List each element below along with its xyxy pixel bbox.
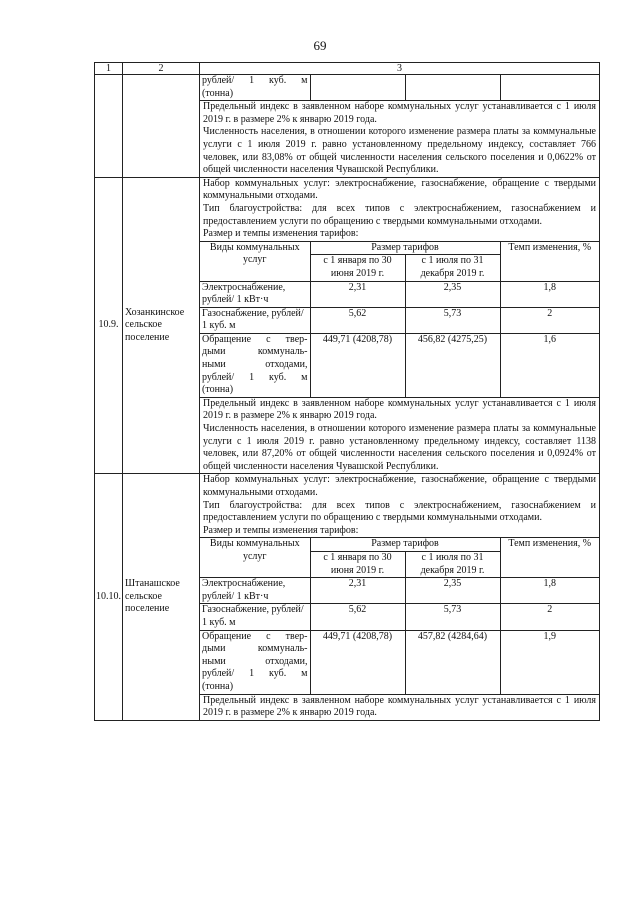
- improvement-text: Тип благоустройства: для всех типов с электроснабжением, газоснабжением и предоставлением услуги по обращению с твердыми коммунальными отходами.: [203, 202, 596, 227]
- service-waste: Обращение с твер- дыми коммуналь- ными отходами, рублей/ 1 куб. м (тонна): [200, 333, 310, 397]
- value-rate: 1,9: [500, 630, 599, 694]
- th-size: Размер тарифов: [310, 538, 500, 552]
- row-content: [200, 75, 600, 178]
- section-content: [200, 474, 600, 720]
- services-set-text: Набор коммунальных услуг: электроснабжение, газоснабжение, обращение с твердыми коммунальными отходами.: [203, 474, 596, 498]
- value-rate: 1,8: [500, 281, 599, 307]
- value-rate: 2: [500, 307, 599, 333]
- value-p2: 5,73: [405, 604, 500, 630]
- header-col-1: 1: [95, 63, 123, 75]
- value-p2: 2,35: [405, 578, 500, 604]
- header-col-2: 2: [123, 63, 200, 75]
- th-period-2: с 1 июля по 31 декабря 2019 г.: [405, 255, 500, 281]
- tariff-row-gas: [200, 307, 599, 333]
- value-p1: 5,62: [310, 604, 405, 630]
- section-content: [200, 177, 600, 474]
- header-row: [95, 63, 600, 75]
- section-name: Штанашское сельское поселение: [123, 474, 200, 720]
- services-set-text: Набор коммунальных услуг: электроснабжение, газоснабжение, обращение с твердыми коммунальными отходами.: [203, 177, 596, 202]
- header-col-3: 3: [200, 63, 600, 75]
- section-row-10-10: [95, 474, 600, 720]
- value-p1: 449,71 (4208,78): [310, 630, 405, 694]
- value-p1: 2,31: [310, 578, 405, 604]
- section-number: 10.9.: [95, 177, 123, 474]
- cont-unit-line1: рублей/ 1 куб. м: [202, 75, 308, 86]
- tariff-table: [200, 537, 599, 694]
- cont-unit-cell: [200, 75, 310, 101]
- service-gas: Газоснабжение, рублей/ 1 куб. м: [200, 604, 310, 630]
- tariff-row-electric: [200, 578, 599, 604]
- tariff-row-gas: [200, 604, 599, 630]
- value-p1: 2,31: [310, 281, 405, 307]
- row-number: [95, 75, 123, 178]
- value-p2: 457,82 (4284,64): [405, 630, 500, 694]
- value-p2: 456,82 (4275,25): [405, 333, 500, 397]
- cont-tariff-table: [200, 75, 599, 101]
- th-kind: Виды коммунальных услуг: [200, 538, 310, 578]
- index-text: Предельный индекс в заявленном наборе коммунальных услуг устанавливается с 1 июля 2019 г. в размере 2% к январю 2019 года.: [203, 397, 596, 422]
- th-period-1: с 1 января по 30 июня 2019 г.: [310, 255, 405, 281]
- tariff-row-waste: [200, 333, 599, 397]
- index-text: Предельный индекс в заявленном наборе коммунальных услуг устанавливается с 1 июля 2019 г. в размере 2% к январю 2019 года.: [203, 694, 596, 719]
- th-period-2: с 1 июля по 31 декабря 2019 г.: [405, 551, 500, 577]
- value-p2: 2,35: [405, 281, 500, 307]
- improvement-text: Тип благоустройства: для всех типов с электроснабжением, газоснабжением и предоставлением услуги по обращению с твердыми коммунальными отходами.: [203, 499, 596, 524]
- population-text: Численность населения, в отношении которого изменение размера платы за коммунальные услуги с 1 июля 2019 г. равно установленному предельному индексу, составляет 1138 человек, или 87,20% от общей численности населения сельского поселения и 0,0924% от общей численности населения Чувашской Республики.: [203, 423, 596, 472]
- th-kind: Виды коммунальных услуг: [200, 241, 310, 281]
- section-name: Хозанкинское сельское поселение: [123, 177, 200, 474]
- service-waste: Обращение с твер- дыми коммуналь- ными отходами, рублей/ 1 куб. м (тонна): [200, 630, 310, 694]
- service-gas: Газоснабжение, рублей/ 1 куб. м: [200, 307, 310, 333]
- th-rate: Темп изменения, %: [500, 241, 599, 281]
- row-name: [123, 75, 200, 178]
- value-p1: 449,71 (4208,78): [310, 333, 405, 397]
- tariffs-title: Размер и темпы изменения тарифов:: [203, 524, 359, 536]
- service-electric: Электроснабжение, рублей/ 1 кВт·ч: [200, 578, 310, 604]
- cont-unit-line2: (тонна): [202, 87, 234, 99]
- tariff-table: [200, 241, 599, 398]
- value-rate: 2: [500, 604, 599, 630]
- service-electric: Электроснабжение, рублей/ 1 кВт·ч: [200, 281, 310, 307]
- section-row-10-9: [95, 177, 600, 474]
- th-size: Размер тарифов: [310, 241, 500, 255]
- section-number: 10.10.: [95, 474, 123, 720]
- cont-index-text: Предельный индекс в заявленном наборе коммунальных услуг устанавливается с 1 июля 2019 г. в размере 2% к январю 2019 года.: [203, 101, 596, 125]
- value-rate: 1,6: [500, 333, 599, 397]
- continuation-row: [95, 75, 600, 178]
- main-table: [94, 62, 600, 721]
- tariffs-title: Размер и темпы изменения тарифов:: [203, 228, 359, 240]
- th-period-1: с 1 января по 30 июня 2019 г.: [310, 551, 405, 577]
- value-p2: 5,73: [405, 307, 500, 333]
- tariff-row-electric: [200, 281, 599, 307]
- value-p1: 5,62: [310, 307, 405, 333]
- value-rate: 1,8: [500, 578, 599, 604]
- th-rate: Темп изменения, %: [500, 538, 599, 578]
- tariff-row-waste: [200, 630, 599, 694]
- page-number: 69: [313, 38, 327, 53]
- cont-population-text: Численность населения, в отношении которого изменение размера платы за коммунальные услуги с 1 июля 2019 г. равно установленному предельному индексу, составляет 766 человек, или 83,08% от общей численности населения сельского поселения и 0,0622% от общей численности населения Чувашской Республики.: [203, 126, 596, 176]
